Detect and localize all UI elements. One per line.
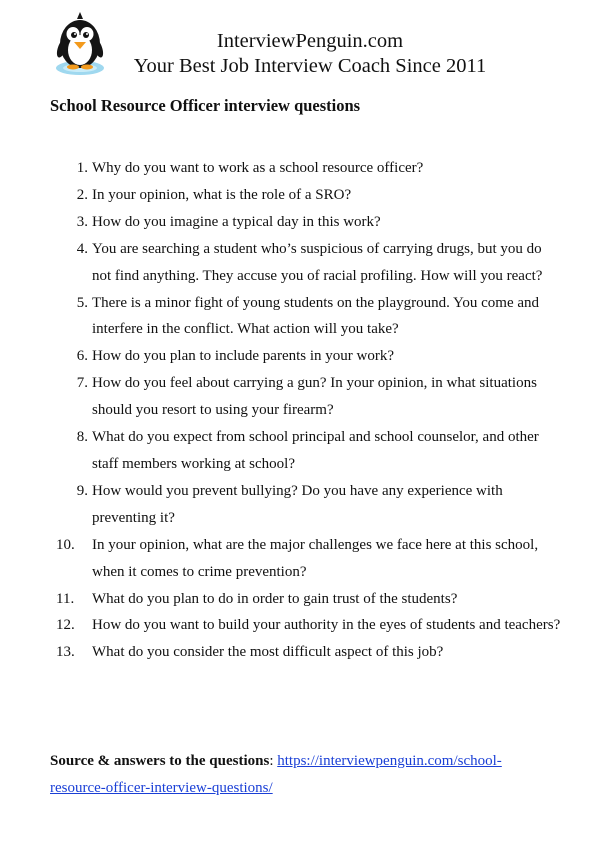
- question-list: [50, 155, 562, 666]
- question-item: [50, 586, 562, 613]
- question-item: [50, 612, 562, 639]
- question-number: 4.: [76, 240, 88, 257]
- source-label: Source & answers to the questions: [50, 753, 270, 769]
- question-number: 2.: [76, 186, 88, 203]
- question-number: 5.: [76, 294, 88, 311]
- question-number: 3.: [76, 213, 88, 230]
- question-item: [50, 478, 562, 532]
- question-text: There is a minor fight of young students on the playground. You come and interfere in the conflict. What action will you take?: [92, 294, 540, 338]
- question-text: What do you plan to do in order to gain trust of the students?: [92, 590, 458, 607]
- question-item: [50, 343, 562, 370]
- page-header: [0, 0, 595, 92]
- question-text: How do you want to build your authority in the eyes of students and teachers?: [92, 617, 561, 634]
- question-item: [50, 639, 562, 666]
- site-tagline: Your Best Job Interview Coach Since 2011: [133, 55, 487, 77]
- question-number: 8.: [76, 429, 88, 446]
- question-text: How do you plan to include parents in your work?: [92, 348, 395, 365]
- question-number: 11.: [56, 590, 75, 607]
- question-number: 1.: [76, 160, 88, 176]
- question-text: How would you prevent bullying? Do you have any experience with preventing it?: [92, 482, 503, 526]
- question-item: [50, 155, 562, 182]
- question-item: [50, 209, 562, 236]
- site-name: InterviewPenguin.com: [216, 30, 404, 52]
- question-number: 10.: [56, 536, 75, 553]
- question-number: 13.: [56, 644, 75, 661]
- question-text: You are searching a student who’s suspicious of carrying drugs, but you do not find anything. They accuse you of racial profiling. How will you react?: [92, 240, 543, 284]
- question-number: 9.: [76, 482, 88, 499]
- question-item: [50, 532, 562, 586]
- question-number: 7.: [76, 375, 88, 392]
- question-item: [50, 370, 562, 424]
- question-item: [50, 424, 562, 478]
- question-text: In your opinion, what are the major challenges we face here at this school, when it comes to crime prevention?: [92, 536, 539, 580]
- source-link[interactable]: https://interviewpenguin.com/school-resource-officer-interview-questions/: [50, 753, 502, 796]
- question-text: What do you consider the most difficult aspect of this job?: [92, 644, 444, 661]
- question-number: 12.: [56, 617, 75, 634]
- source-separator: :: [269, 753, 278, 769]
- question-text: How do you imagine a typical day in this work?: [92, 213, 381, 230]
- question-text: Why do you want to work as a school resource officer?: [92, 160, 424, 176]
- question-text: How do you feel about carrying a gun? In your opinion, in what situations should you resort to using your firearm?: [92, 375, 537, 419]
- question-text: What do you expect from school principal and school counselor, and other staff members working at school?: [92, 429, 539, 472]
- question-item: [50, 182, 562, 209]
- question-number: 6.: [76, 348, 88, 365]
- document-title: School Resource Officer interview questions: [50, 96, 361, 115]
- source-line: [50, 748, 555, 802]
- question-item: [50, 236, 562, 290]
- question-text: In your opinion, what is the role of a SRO?: [92, 186, 352, 203]
- question-item: [50, 290, 562, 344]
